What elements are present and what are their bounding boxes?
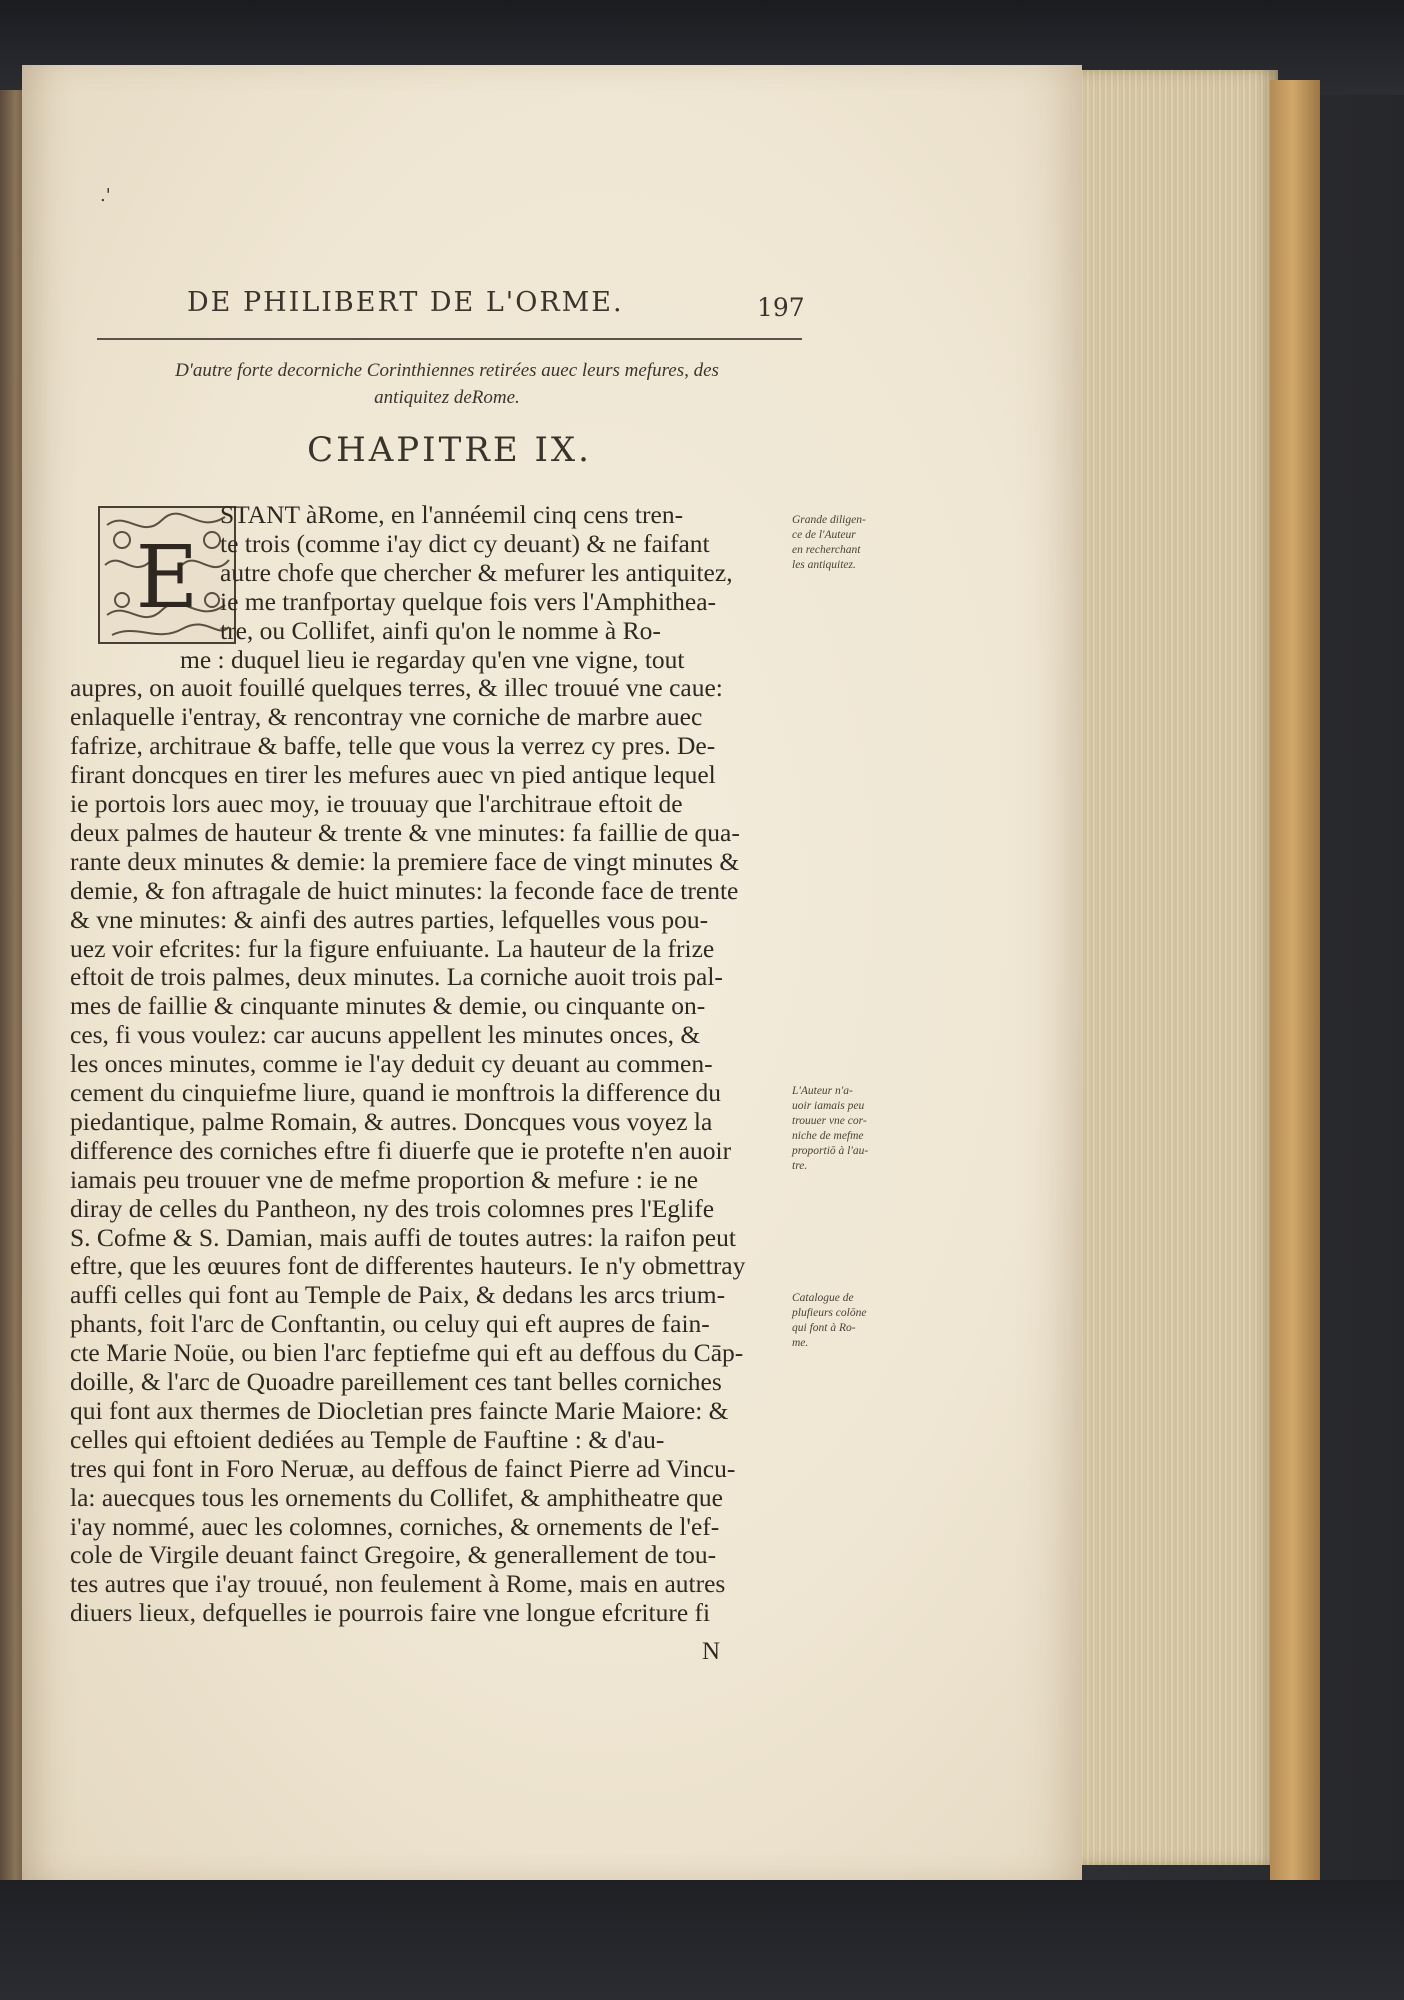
text-line: eftre, que les œuures font de differentes hauteurs. Ie n'y obmettray <box>70 1251 746 1281</box>
text-line: diray de celles du Pantheon, ny des trois colomnes pres l'Eglife <box>70 1193 715 1223</box>
text-line: celles qui eftoient dediées au Temple de Fauftine : & d'au- <box>70 1424 665 1454</box>
text-line: auffi celles qui font au Temple de Paix, & dedans les arcs trium- <box>70 1280 726 1310</box>
text-line: enlaquelle i'entray, & rencontray vne corniche de marbre auec <box>70 702 703 732</box>
page-block-edges <box>1078 70 1278 1865</box>
text-line: ie portois lors auec moy, ie trouuay que l'architraue eftoit de <box>70 789 683 818</box>
text-line: firant doncques en tirer les mefures auec vn pied antique lequel <box>70 760 716 790</box>
margin-note-line: trouuer vne cor- <box>792 1115 867 1127</box>
text-line: deux palmes de hauteur & trente & vne minutes: fa faillie de qua- <box>70 817 740 847</box>
text-line: fafrize, architraue & baffe, telle que vous la verrez cy pres. De- <box>70 731 716 761</box>
margin-note-line: Catalogue de <box>792 1292 854 1304</box>
text-line: ie me tranfportay quelque fois vers l'Amphithea- <box>220 586 717 616</box>
page-number: 197 <box>757 293 805 322</box>
text-line: STANT àRome, en l'annéemil cinq cens tren- <box>220 500 684 529</box>
text-line: uez voir efcrites: fur la figure enfuiuante. La hauteur de la frize <box>70 933 715 963</box>
head-rule <box>97 338 802 340</box>
ornamental-initial <box>97 505 237 645</box>
text-line: cte Marie Noüe, ou bien l'arc feptiefme qui eft au deffous du Cāp- <box>70 1338 744 1368</box>
text-line: doille, & l'arc de Quoadre pareillement ces tant belles corniches <box>70 1367 722 1396</box>
ornament-icon <box>97 505 237 645</box>
margin-note-line: tre. <box>792 1160 808 1172</box>
text-line: cement du cinquiefme liure, quand ie monftrois la difference du <box>70 1078 721 1107</box>
margin-note-line: me. <box>792 1337 809 1349</box>
text-line: ces, fi vous voulez: car aucuns appellent les minutes onces, & <box>70 1020 701 1050</box>
backdrop-bottom <box>0 1880 1404 2000</box>
margin-note-line: qui font à Ro- <box>792 1322 856 1334</box>
back-cover-edge <box>1270 80 1320 1880</box>
margin-note-line: les antiquitez. <box>792 559 856 571</box>
text-line: autre chofe que chercher & mefurer les antiquitez, <box>220 557 733 587</box>
text-line: me : duquel lieu ie regarday qu'en vne vigne, tout <box>180 644 685 674</box>
text-line: phants, foit l'arc de Conftantin, ou celuy qui eft aupres de fain- <box>70 1309 710 1339</box>
margin-note-line: uoir iamais peu <box>792 1100 865 1112</box>
text-line: les onces minutes, comme ie l'ay deduit cy deuant au commen- <box>70 1049 713 1079</box>
subtitle-line: antiquitez deRome. <box>374 387 520 408</box>
subtitle-line: D'autre forte decorniche Corinthiennes retirées auec leurs mefures, des <box>175 360 719 381</box>
text-line: tres qui font in Foro Neruæ, au deffous de fainct Pierre ad Vincu- <box>70 1453 736 1483</box>
text-line: qui font aux thermes de Diocletian pres faincte Marie Maiore: & <box>70 1395 729 1425</box>
margin-note-line: proportiō à l'au- <box>792 1145 869 1157</box>
margin-note-line: ce de l'Auteur <box>792 529 856 541</box>
text-line: rante deux minutes & demie: la premiere face de vingt minutes & <box>70 846 740 876</box>
page-mark: .' <box>100 185 111 206</box>
text-line: & vne minutes: & ainfi des autres parties, lefquelles vous pou- <box>70 904 709 934</box>
margin-note-line: L'Auteur n'a- <box>792 1085 853 1097</box>
text-line: i'ay nommé, auec les colomnes, corniches, & ornements de l'ef- <box>70 1511 720 1541</box>
margin-note-line: plufieurs colōne <box>792 1307 867 1319</box>
signature-mark: N <box>702 1638 721 1665</box>
text-line: tre, ou Collifet, ainfi qu'on le nomme à Ro- <box>220 615 661 645</box>
margin-note-line: en recherchant <box>792 544 861 556</box>
book-page <box>22 65 1082 1880</box>
text-line: S. Cofme & S. Damian, mais auffi de toutes autres: la raifon peut <box>70 1222 736 1252</box>
margin-note-line: Grande diligen- <box>792 514 866 526</box>
text-line: iamais peu trouuer vne de mefme proportion & mefure : ie ne <box>70 1164 699 1194</box>
text-line: aupres, on auoit fouillé quelques terres, & illec trouué vne caue: <box>70 673 723 703</box>
text-line: diuers lieux, defquelles ie pourrois faire vne longue efcriture fi <box>70 1598 711 1628</box>
text-line: tes autres que i'ay trouué, non feulement à Rome, mais en autres <box>70 1569 726 1599</box>
running-head: DE PHILIBERT DE L'ORME. <box>187 287 624 318</box>
text-line: cole de Virgile deuant fainct Gregoire, & generallement de tou- <box>70 1540 717 1570</box>
text-line: demie, & fon aftragale de huict minutes: la feconde face de trente <box>70 875 739 905</box>
text-line: mes de faillie & cinquante minutes & demie, ou cinquante on- <box>70 991 706 1021</box>
chapter-title: CHAPITRE IX. <box>307 430 592 470</box>
text-line: piedantique, palme Romain, & autres. Doncques vous voyez la <box>70 1106 713 1136</box>
drop-cap-letter: E <box>135 528 199 628</box>
text-line: la: auecques tous les ornements du Collifet, & amphitheatre que <box>70 1482 723 1512</box>
text-line: difference des corniches eftre fi diuerfe que ie protefte n'en auoir <box>70 1135 732 1165</box>
chapter-subtitle <box>97 357 797 411</box>
text-line: te trois (comme i'ay dict cy deuant) & ne faifant <box>220 528 710 558</box>
margin-note-line: niche de mefme <box>792 1130 864 1142</box>
text-line: eftoit de trois palmes, deux minutes. La corniche auoit trois pal- <box>70 962 723 992</box>
